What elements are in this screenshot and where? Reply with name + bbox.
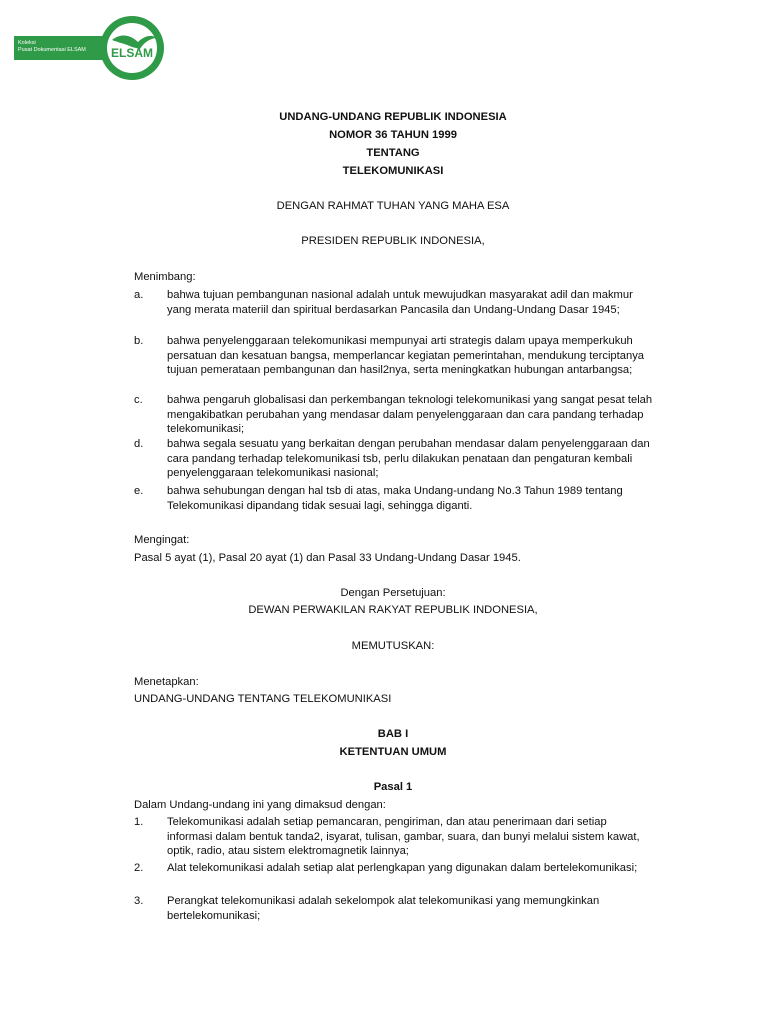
item-text: Perangkat telekomunikasi adalah sekelompok alat telekomunikasi yang memungkinkan bertelekomunikasi;: [167, 895, 600, 922]
item-marker: a.: [134, 289, 144, 301]
item-text: bahwa pengaruh globalisasi dan perkembangan teknologi telekomunikasi yang sangat pesat telah mengakibatkan perubahan yang mendasar dalam penyelenggaraan dan cara pandang terhadap telekomunikasi;: [167, 394, 653, 436]
item-text: bahwa tujuan pembangunan nasional adalah untuk mewujudkan masyarakat adil dan makmur yang merata materiil dan spiritual berdasarkan Pancasila dan Undang-Undang Dasar 1945;: [167, 289, 633, 316]
pasal-intro: Dalam Undang-undang ini yang dimaksud dengan:: [134, 799, 386, 811]
menimbang-heading: Menimbang:: [134, 271, 196, 283]
item-marker: 2.: [134, 862, 144, 874]
item-text: Telekomunikasi adalah setiap pemancaran, pengiriman, dan atau penerimaan dari setiap informasi dalam bentuk tanda2, isyarat, tulisan, gambar, suara, dan bunyi melalui sistem kawat, optik, radio, atau sistem elektromagnetik lainnya;: [167, 816, 640, 858]
preamble-rahmat: DENGAN RAHMAT TUHAN YANG MAHA ESA: [276, 200, 510, 212]
item-marker: c.: [134, 394, 143, 406]
persetujuan-line-2: DEWAN PERWAKILAN RAKYAT REPUBLIK INDONESIA,: [248, 604, 538, 616]
item-marker: 1.: [134, 816, 144, 828]
item-marker: e.: [134, 485, 144, 497]
bab-title: KETENTUAN UMUM: [339, 746, 447, 758]
preamble-presiden: PRESIDEN REPUBLIK INDONESIA,: [301, 235, 485, 247]
logo-brand-text: ELSAM: [111, 46, 153, 60]
menetapkan-text: UNDANG-UNDANG TENTANG TELEKOMUNIKASI: [134, 693, 392, 705]
title-line-2: NOMOR 36 TAHUN 1999: [329, 129, 457, 141]
mengingat-heading: Mengingat:: [134, 534, 190, 546]
memutuskan-heading: MEMUTUSKAN:: [351, 640, 435, 652]
item-text: Alat telekomunikasi adalah setiap alat perlengkapan yang digunakan dalam bertelekomunikasi;: [167, 862, 638, 874]
item-text: bahwa penyelenggaraan telekomunikasi mempunyai arti strategis dalam upaya memperkukuh persatuan dan kesatuan bangsa, memperlancar kegiatan pemerintahan, mendukung terciptanya tujuan pemerataan pembangunan dan hasil2nya, serta meningkatkan hubungan antarbangsa;: [167, 335, 645, 377]
title-line-1: UNDANG-UNDANG REPUBLIK INDONESIA: [279, 111, 507, 123]
persetujuan-line-1: Dengan Persetujuan:: [340, 587, 446, 599]
mengingat-text: Pasal 5 ayat (1), Pasal 20 ayat (1) dan Pasal 33 Undang-Undang Dasar 1945.: [134, 552, 521, 564]
bab-number: BAB I: [377, 728, 409, 740]
title-line-4: TELEKOMUNIKASI: [342, 165, 444, 177]
title-line-3: TENTANG: [366, 147, 420, 159]
item-marker: 3.: [134, 895, 144, 907]
logo-collection-source: Pusat Dokumentasi ELSAM: [18, 47, 86, 53]
logo-collection-label: Koleksi: [18, 40, 36, 46]
item-marker: b.: [134, 335, 144, 347]
item-text: bahwa sehubungan dengan hal tsb di atas, maka Undang-undang No.3 Tahun 1989 tentang Telekomunikasi dipandang tidak sesuai lagi, sehingga diganti.: [167, 485, 623, 512]
item-marker: d.: [134, 438, 144, 450]
item-text: bahwa segala sesuatu yang berkaitan dengan perubahan mendasar dalam penyelenggaraan dan cara pandang terhadap telekomunikasi tsb, perlu dilakukan penataan dan pengaturan kembali penyelenggaraan telekomunikasi nasional;: [167, 438, 650, 480]
menetapkan-heading: Menetapkan:: [134, 676, 199, 688]
pasal-heading: Pasal 1: [373, 781, 413, 793]
